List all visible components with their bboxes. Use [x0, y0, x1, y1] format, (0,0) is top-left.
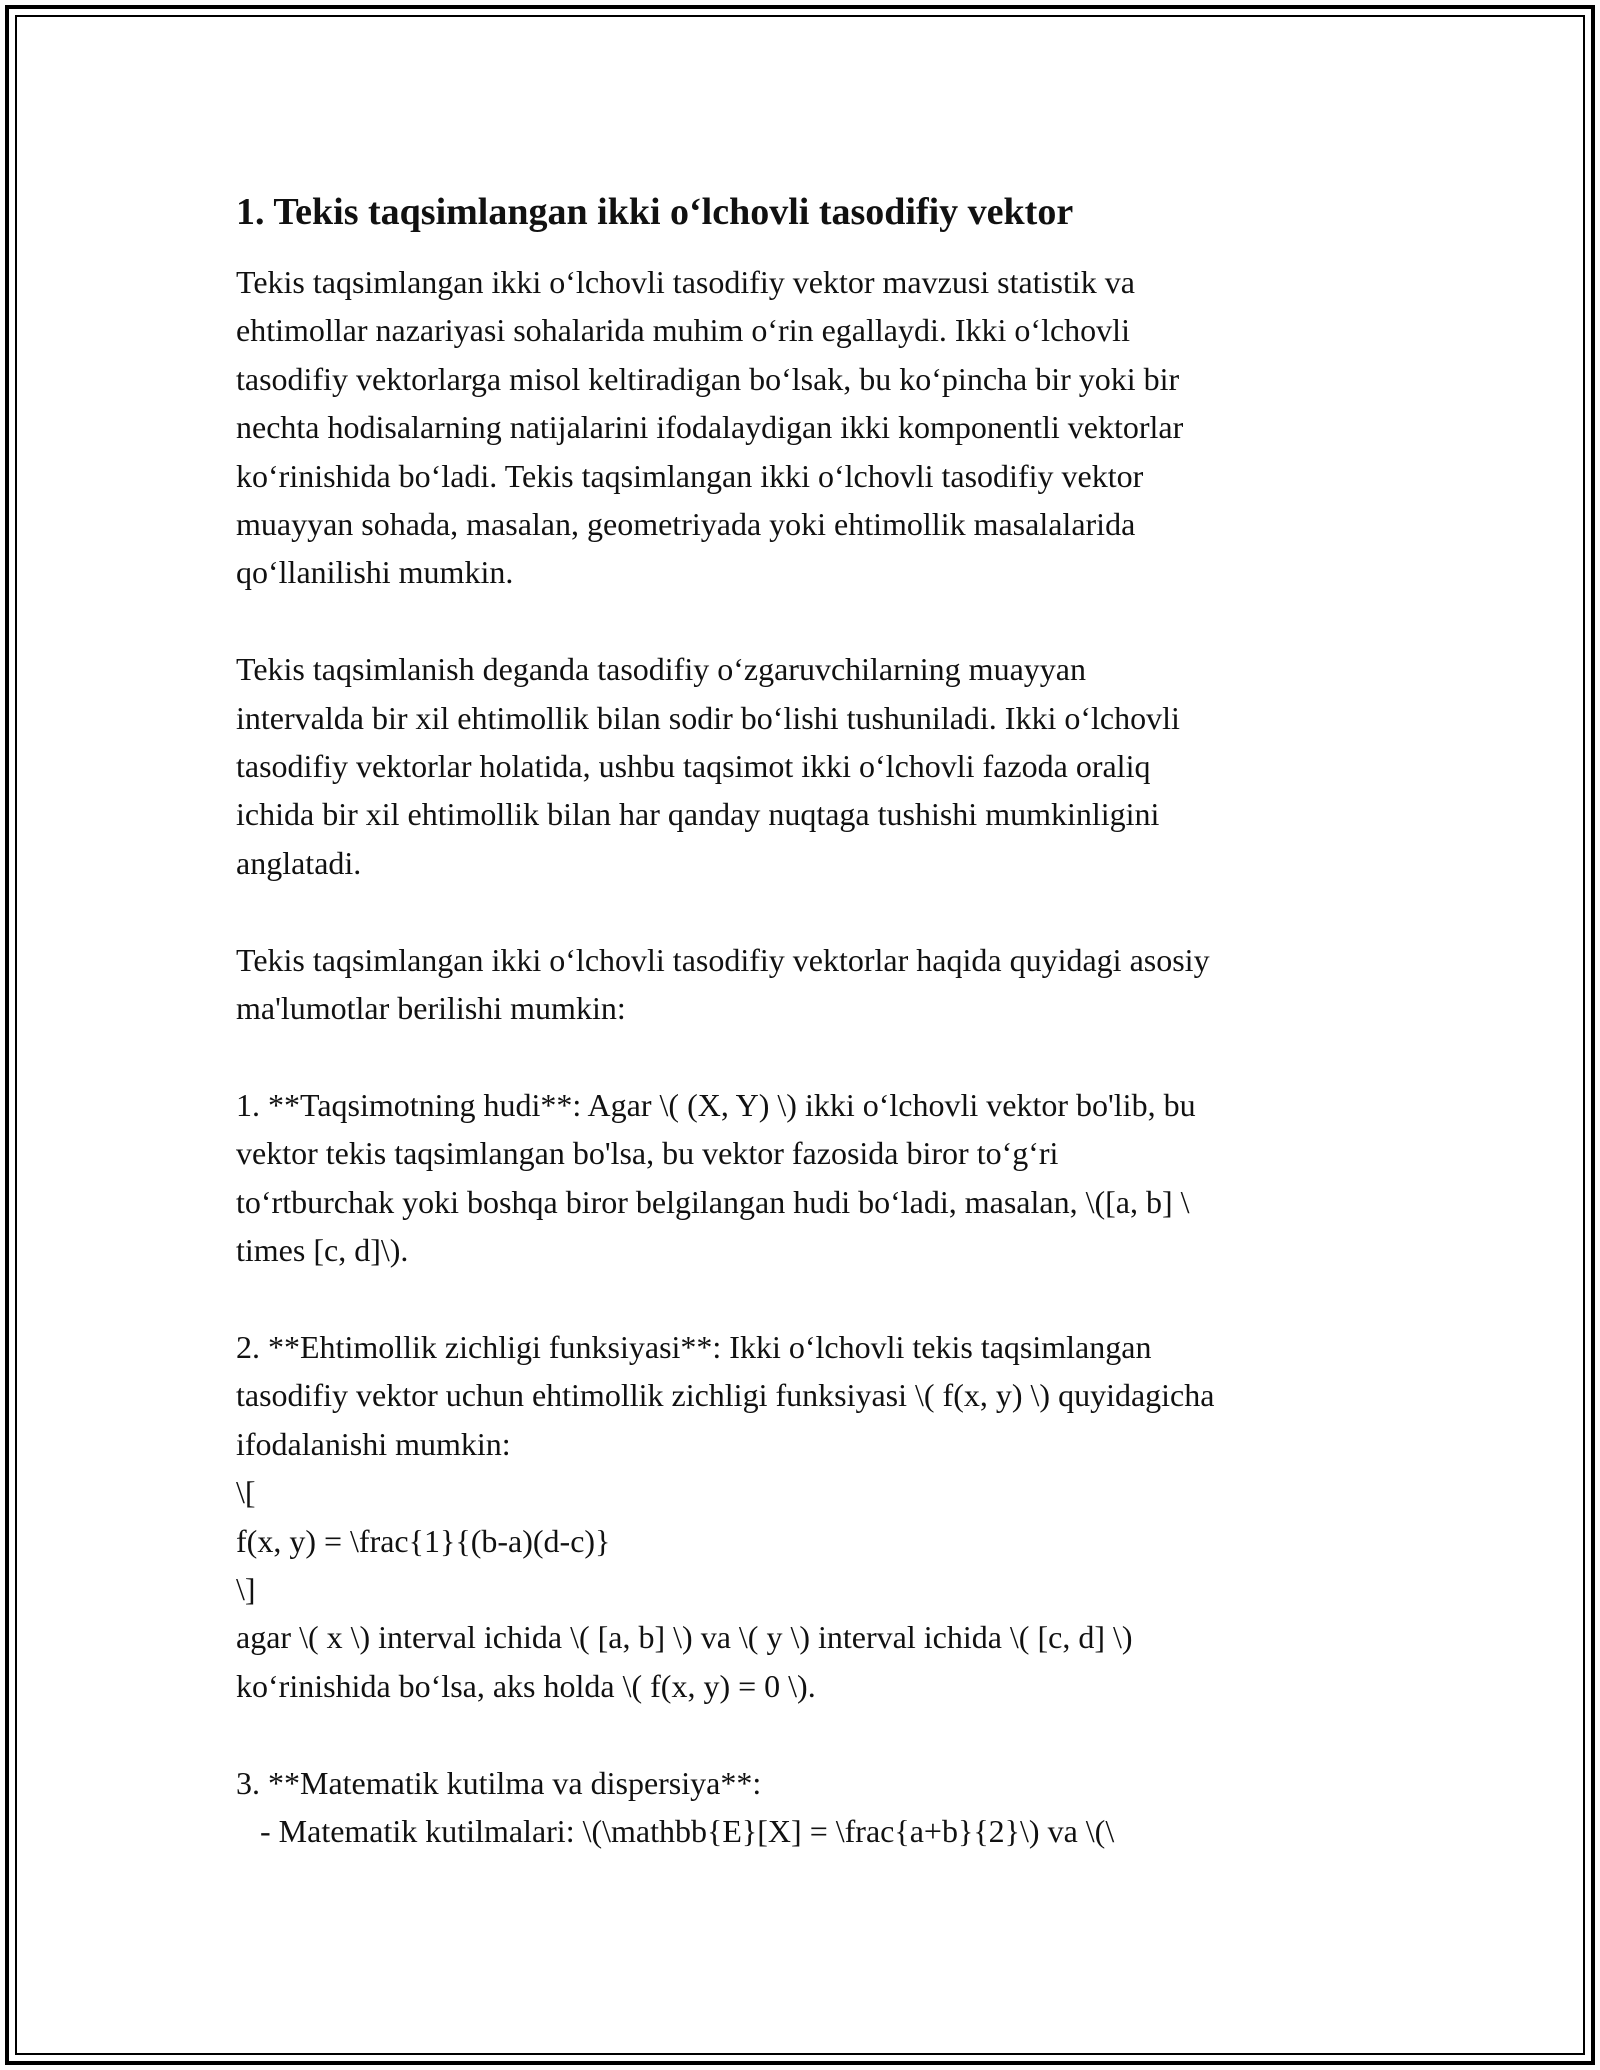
document-page: [236, 186, 1376, 1855]
paragraph-intro: Tekis taqsimlangan ikki o‘lchovli tasodifiy vektor mavzusi statistik va ehtimollar nazariyasi sohalarida muhim o‘rin egallaydi. Ikki o‘lchovli tasodifiy vektorlarga misol keltiradigan bo‘lsak, bu ko‘pincha bir yoki bir nechta hodisalarning natijalarini ifodalaydigan ikki komponentli vektorlar ko‘rinishida bo‘ladi. Tekis taqsimlangan ikki o‘lchovli tasodifiy vektor muayyan sohada, masalan, geometriyada yoki ehtimollik masalalarida qo‘llanilishi mumkin.: [236, 264, 1184, 591]
paragraph-gap: [236, 1032, 1376, 1080]
paragraph-list-intro: Tekis taqsimlangan ikki o‘lchovli tasodifiy vektorlar haqida quyidagi asosiy ma'lumotlar berilishi mumkin:: [236, 941, 1210, 1027]
paragraph-gap: [236, 597, 1376, 645]
list-item-expectation: 3. **Matematik kutilma va dispersiya**: - Matematik kutilmalari: \(\mathbb{E}[X] = \frac{a+b}{2}\) va \(\: [236, 1764, 1115, 1849]
paragraph-gap: [236, 1274, 1376, 1322]
paragraph-gap: [236, 887, 1376, 935]
list-item-density: 2. **Ehtimollik zichligi funksiyasi**: Ikki o‘lchovli tekis taqsimlangan tasodifiy vektor uchun ehtimollik zichligi funksiyasi \( f(x, y) \) quyidagicha ifodalanishi mumkin: \[ f(x, y) = \frac{1}{(b-a)(d-c)} \] agar \( x \) interval ichida \( [a, b] \) va \( y \) interval ichida \( [c, d] \) ko‘rinishida bo‘lsa, aks holda \( f(x, y) = 0 \).: [236, 1328, 1215, 1704]
paragraph-uniform-definition: Tekis taqsimlanish deganda tasodifiy o‘zgaruvchilarning muayyan intervalda bir xil ehtimollik bilan sodir bo‘lishi tushuniladi. Ikki o‘lchovli tasodifiy vektorlar holatida, ushbu taqsimot ikki o‘lchovli fazoda oraliq ichida bir xil ehtimollik bilan har qanday nuqtaga tushishi mumkinligini anglatadi.: [236, 651, 1180, 881]
paragraph-gap: [236, 1710, 1376, 1758]
section-heading: 1. Tekis taqsimlangan ikki o‘lchovli tasodifiy vektor: [236, 191, 1074, 233]
list-item-support: 1. **Taqsimotning hudi**: Agar \( (X, Y) \) ikki o‘lchovli vektor bo'lib, bu vektor tekis taqsimlangan bo'lsa, bu vektor fazosida biror to‘g‘ri to‘rtburchak yoki boshqa biror belgilangan hudi bo‘ladi, masalan, \([a, b] \ times [c, d]\).: [236, 1086, 1196, 1269]
